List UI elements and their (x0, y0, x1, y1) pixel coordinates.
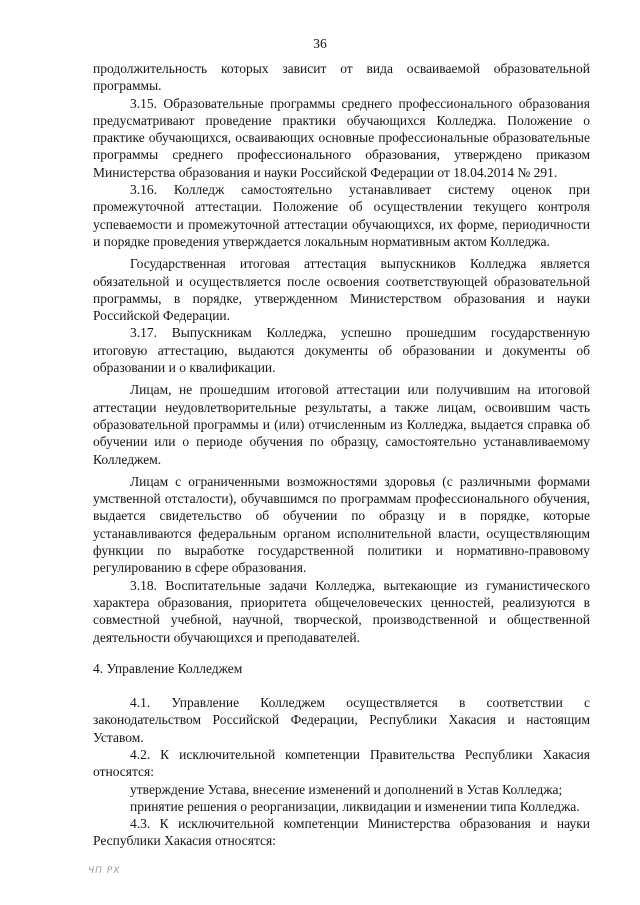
paragraph-3-15: 3.15. Образовательные программы среднего профессионального образования предусматривают проведение практики обучающихся Колледжа. Положение о практике обучающихся, осваивающих основные профессиональные образовательные программы среднего профессионального образования, утверждено приказом Министерства образования и науки Российской Федерации от 18.04.2014 № 291. (93, 95, 590, 180)
paragraph-state-attestation: Государственная итоговая аттестация выпускников Колледжа является обязательной и осуществляется после освоения соответствующей образовательной программы, в порядке, утвержденном Министерством образования и науки Российской Федерации. (93, 256, 590, 324)
paragraph-reorganization: принятие решения о реорганизации, ликвидации и изменении типа Колледжа. (130, 798, 580, 814)
paragraph-4-1: 4.1. Управление Колледжем осуществляется в соответствии с законодательством Российской Федерации, Республики Хакасия и настоящим Уставом. (93, 695, 590, 745)
paragraph-4-2: 4.2. К исключительной компетенции Правительства Республики Хакасия относятся: (93, 746, 590, 780)
paragraph-3-16: 3.16. Колледж самостоятельно устанавливает систему оценок при промежуточной аттестации. Положение об осуществлении текущего контроля успеваемости и промежуточной аттестации обучающихся, их форме, периодичности и порядке проведения утверждается локальным нормативным актом Колледжа. (93, 182, 590, 249)
paragraph-charter-approval: утверждение Устава, внесение изменений и дополнений в Устав Колледжа; (130, 781, 563, 797)
paragraph-3-18: 3.18. Воспитательные задачи Колледжа, вытекающие из гуманистического характера образования, приоритета общечеловеческих ценностей, реализуются в совместной учебной, научной, творческой, производственной и общественной деятельности обучающихся и преподавателей. (93, 577, 590, 645)
paragraph-continuation: продолжительность которых зависит от вида осваиваемой образовательной программы. (93, 61, 590, 94)
footer-mark: ЧП РХ (88, 866, 121, 876)
paragraph-4-3: 4.3. К исключительной компетенции Министерства образования и науки Республики Хакасия относятся: (93, 816, 590, 849)
paragraph-disabilities: Лицам с ограниченными возможностями здоровья (с различными формами умственной отсталости), обучавшимся по программам профессионального обучения, выдается свидетельство об обучении по образцу и в порядке, которые устанавливаются федеральным органом исполнительной власти, осуществляющим функции по выработке государственной политики и нормативно-правовому регулированию в сфере образования. (93, 473, 590, 576)
paragraph-failed-attestation: Лицам, не прошедшим итоговой аттестации или получившим на итоговой аттестации неудовлетворительные результаты, а также лицам, освоившим часть образовательной программы и (или) отчисленным из Колледжа, выдается справка об обучении или о периоде обучения по образцу, самостоятельно устанавливаемому Колледжем. (93, 382, 590, 467)
section-heading: 4. Управление Колледжем (93, 660, 243, 676)
page-number: 36 (313, 36, 327, 51)
document-body (93, 60, 590, 850)
paragraph-3-17: 3.17. Выпускникам Колледжа, успешно прошедшим государственную итоговую аттестацию, выдаются документы об образовании и документы об образовании и о квалификации. (93, 325, 590, 376)
